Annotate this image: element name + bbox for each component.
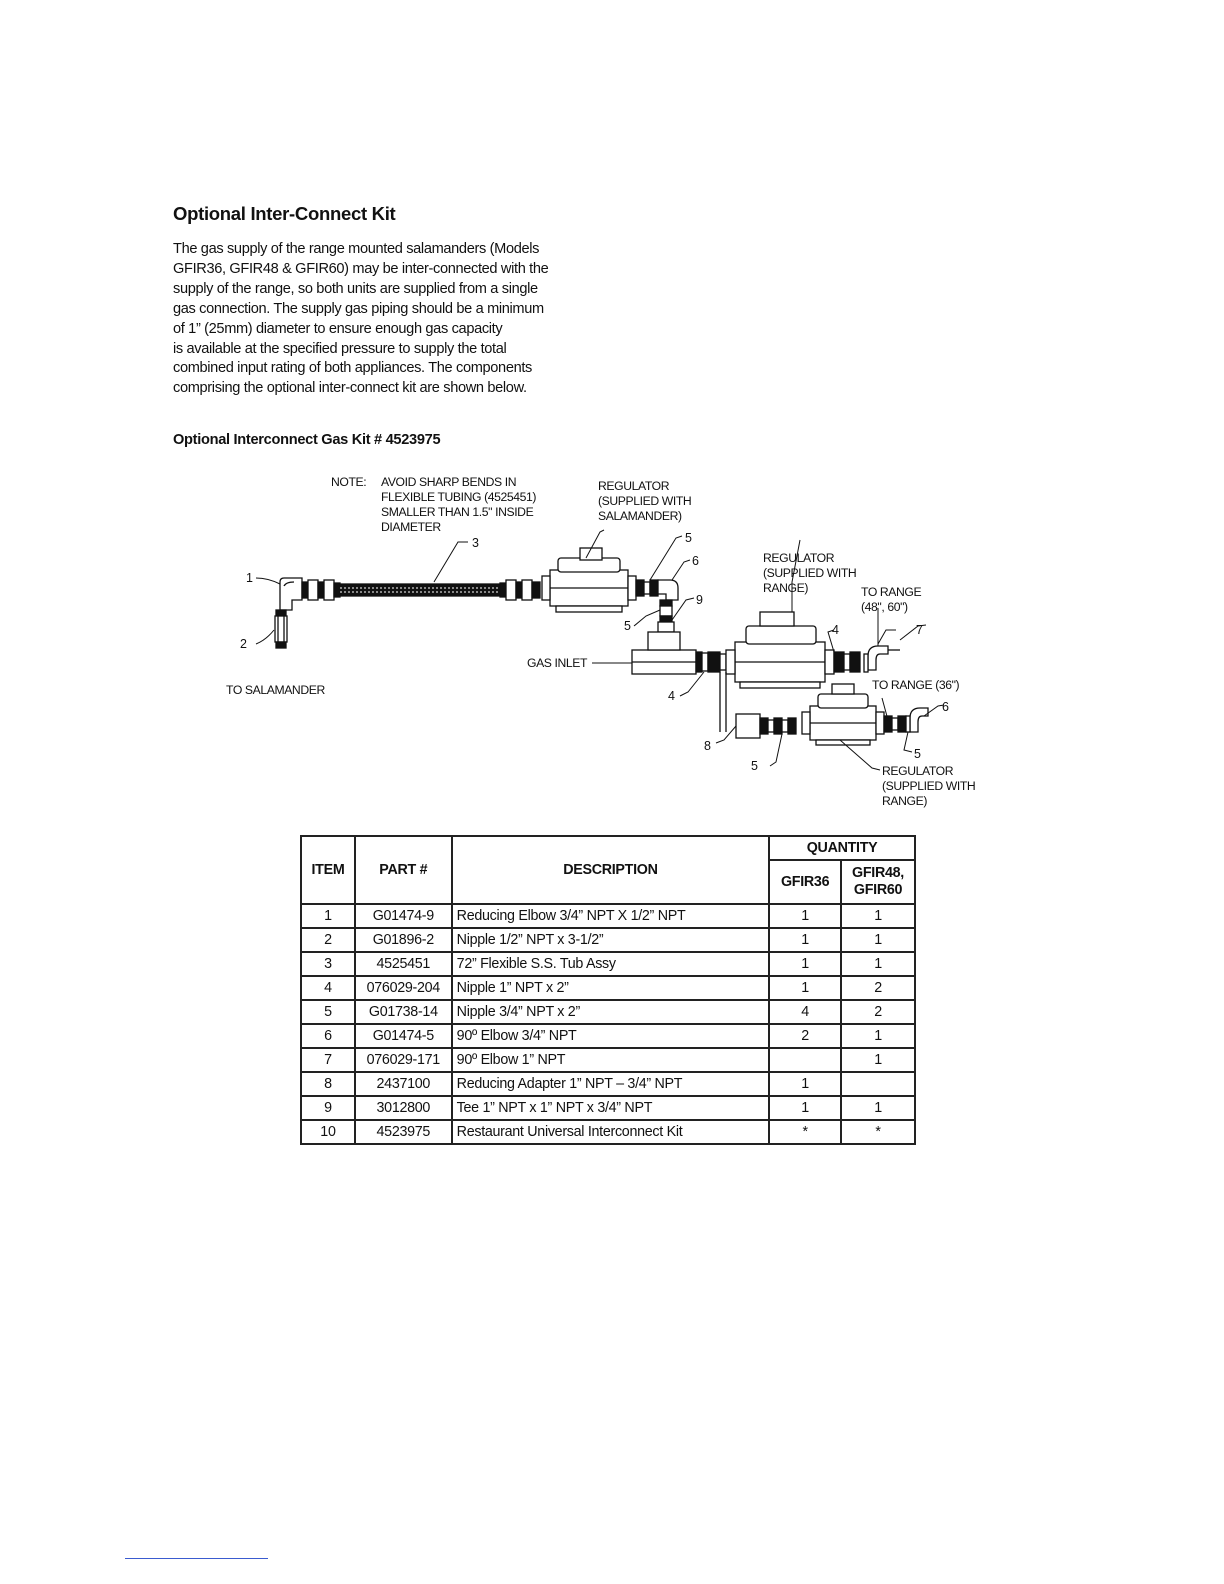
gas-kit-diagram xyxy=(220,470,1000,820)
cell-description: 72” Flexible S.S. Tub Assy xyxy=(452,952,769,976)
header-gfir48-line: GFIR48, xyxy=(852,865,904,881)
cell-item: 1 xyxy=(301,904,355,928)
intro-line: gas connection. The supply gas piping should be a minimum xyxy=(173,300,544,317)
regulator-salamander-label: (SUPPLIED WITH xyxy=(598,494,692,508)
cell-qty-gfir36 xyxy=(769,1048,841,1072)
note-line: SMALLER THAN 1.5" INSIDE xyxy=(381,505,534,519)
cell-description: Nipple 1” NPT x 2” xyxy=(452,976,769,1000)
cell-item: 5 xyxy=(301,1000,355,1024)
cell-qty-gfir48: 1 xyxy=(841,928,915,952)
parts-table xyxy=(300,835,916,1145)
cell-qty-gfir48: 1 xyxy=(841,904,915,928)
cell-part: 4523975 xyxy=(355,1120,452,1144)
footnote-divider xyxy=(125,1558,268,1559)
cell-qty-gfir36: 1 xyxy=(769,904,841,928)
cell-item: 3 xyxy=(301,952,355,976)
intro-paragraph xyxy=(173,240,603,399)
cell-description: Tee 1” NPT x 1” NPT x 3/4” NPT xyxy=(452,1096,769,1120)
cell-description: 90º Elbow 3/4” NPT xyxy=(452,1024,769,1048)
cell-qty-gfir48: 1 xyxy=(841,952,915,976)
regulator-salamander-label: REGULATOR xyxy=(598,479,670,493)
diagram-labels xyxy=(226,475,975,808)
cell-description: Restaurant Universal Interconnect Kit xyxy=(452,1120,769,1144)
cell-item: 4 xyxy=(301,976,355,1000)
cell-qty-gfir48: 2 xyxy=(841,1000,915,1024)
note-line: AVOID SHARP BENDS IN xyxy=(381,475,517,489)
cell-item: 6 xyxy=(301,1024,355,1048)
cell-part: 2437100 xyxy=(355,1072,452,1096)
intro-line: of 1” (25mm) diameter to ensure enough gas capacity xyxy=(173,320,503,337)
cell-part: 076029-171 xyxy=(355,1048,452,1072)
cell-part: 4525451 xyxy=(355,952,452,976)
cell-description: Nipple 1/2” NPT x 3-1/2” xyxy=(452,928,769,952)
cell-qty-gfir36: 1 xyxy=(769,1096,841,1120)
cell-part: G01738-14 xyxy=(355,1000,452,1024)
callout-5: 5 xyxy=(751,759,758,773)
header-part: PART # xyxy=(355,836,452,904)
intro-line: The gas supply of the range mounted salamanders (Models xyxy=(173,241,540,257)
cell-description: Reducing Elbow 3/4” NPT X 1/2” NPT xyxy=(452,904,769,928)
cell-part: 3012800 xyxy=(355,1096,452,1120)
note-label: NOTE: xyxy=(331,475,367,489)
callout-6: 6 xyxy=(692,554,699,568)
cell-part: G01896-2 xyxy=(355,928,452,952)
callout-6: 6 xyxy=(942,700,949,714)
cell-qty-gfir36: 1 xyxy=(769,1072,841,1096)
cell-description: Reducing Adapter 1” NPT – 3/4” NPT xyxy=(452,1072,769,1096)
table-row xyxy=(301,1072,915,1096)
to-range-large-label: TO RANGE xyxy=(861,585,922,599)
header-gfir36: GFIR36 xyxy=(769,860,841,904)
cell-item: 2 xyxy=(301,928,355,952)
cell-item: 8 xyxy=(301,1072,355,1096)
cell-qty-gfir48: * xyxy=(841,1120,915,1144)
header-quantity: QUANTITY xyxy=(769,836,915,860)
callout-3: 3 xyxy=(472,536,479,550)
intro-line: is available at the specified pressure to supply the total xyxy=(173,340,507,357)
section-title: Optional Inter-Connect Kit xyxy=(173,203,396,224)
to-range-large-label: (48", 60") xyxy=(861,600,908,614)
cell-item: 9 xyxy=(301,1096,355,1120)
header-gfir60-line: GFIR60 xyxy=(853,882,903,898)
regulator-range-bottom-label: RANGE) xyxy=(882,794,927,808)
note-line: FLEXIBLE TUBING (4525451) xyxy=(381,490,537,504)
cell-qty-gfir48: 1 xyxy=(841,1024,915,1048)
table-row xyxy=(301,1000,915,1024)
cell-item: 10 xyxy=(301,1120,355,1144)
cell-part: 076029-204 xyxy=(355,976,452,1000)
cell-qty-gfir36: 1 xyxy=(769,952,841,976)
callout-1: 1 xyxy=(246,571,253,585)
header-item: ITEM xyxy=(301,836,355,904)
cell-qty-gfir48: 1 xyxy=(841,1048,915,1072)
regulator-range-bottom-label: REGULATOR xyxy=(882,764,954,778)
cell-item: 7 xyxy=(301,1048,355,1072)
callout-9: 9 xyxy=(696,593,703,607)
intro-line: supply of the range, so both units are supplied from a single xyxy=(173,280,538,297)
callout-5: 5 xyxy=(685,531,692,545)
callout-4: 4 xyxy=(668,689,675,703)
table-row xyxy=(301,952,915,976)
cell-qty-gfir36: 1 xyxy=(769,976,841,1000)
cell-qty-gfir36: 4 xyxy=(769,1000,841,1024)
regulator-salamander-label: SALAMANDER) xyxy=(598,509,682,523)
callout-5: 5 xyxy=(624,619,631,633)
header-description: DESCRIPTION xyxy=(452,836,769,904)
table-row xyxy=(301,1120,915,1144)
callout-8: 8 xyxy=(704,739,711,753)
to-salamander-label: TO SALAMANDER xyxy=(226,683,325,697)
table-row xyxy=(301,1096,915,1120)
table-row xyxy=(301,976,915,1000)
kit-title: Optional Interconnect Gas Kit # 4523975 xyxy=(173,432,441,448)
regulator-range-bottom-label: (SUPPLIED WITH xyxy=(882,779,976,793)
gas-inlet-label: GAS INLET xyxy=(527,656,588,670)
cell-part: G01474-9 xyxy=(355,904,452,928)
table-row xyxy=(301,1024,915,1048)
cell-qty-gfir48: 2 xyxy=(841,976,915,1000)
callout-4: 4 xyxy=(832,623,839,637)
cell-qty-gfir36: 1 xyxy=(769,928,841,952)
table-row xyxy=(301,904,915,928)
callout-7: 7 xyxy=(916,623,923,637)
callout-5: 5 xyxy=(914,747,921,761)
to-range-small-label: TO RANGE (36") xyxy=(872,678,960,692)
cell-qty-gfir36: 2 xyxy=(769,1024,841,1048)
table-row xyxy=(301,928,915,952)
cell-description: 90º Elbow 1” NPT xyxy=(452,1048,769,1072)
note-line: DIAMETER xyxy=(381,520,441,534)
cell-description: Nipple 3/4” NPT x 2” xyxy=(452,1000,769,1024)
header-gfir48-gfir60 xyxy=(841,860,915,904)
intro-line: combined input rating of both appliances. The components xyxy=(173,360,533,377)
regulator-range-top-label: RANGE) xyxy=(763,581,808,595)
cell-part: G01474-5 xyxy=(355,1024,452,1048)
cell-qty-gfir48 xyxy=(841,1072,915,1096)
cell-qty-gfir48: 1 xyxy=(841,1096,915,1120)
regulator-range-top-label: (SUPPLIED WITH xyxy=(763,566,857,580)
regulator-range-top-label: REGULATOR xyxy=(763,551,835,565)
intro-line: comprising the optional inter-connect kit are shown below. xyxy=(173,380,527,397)
callout-2: 2 xyxy=(240,637,247,651)
table-row xyxy=(301,1048,915,1072)
intro-line: GFIR36, GFIR48 & GFIR60) may be inter-connected with the xyxy=(173,260,549,277)
cell-qty-gfir36: * xyxy=(769,1120,841,1144)
